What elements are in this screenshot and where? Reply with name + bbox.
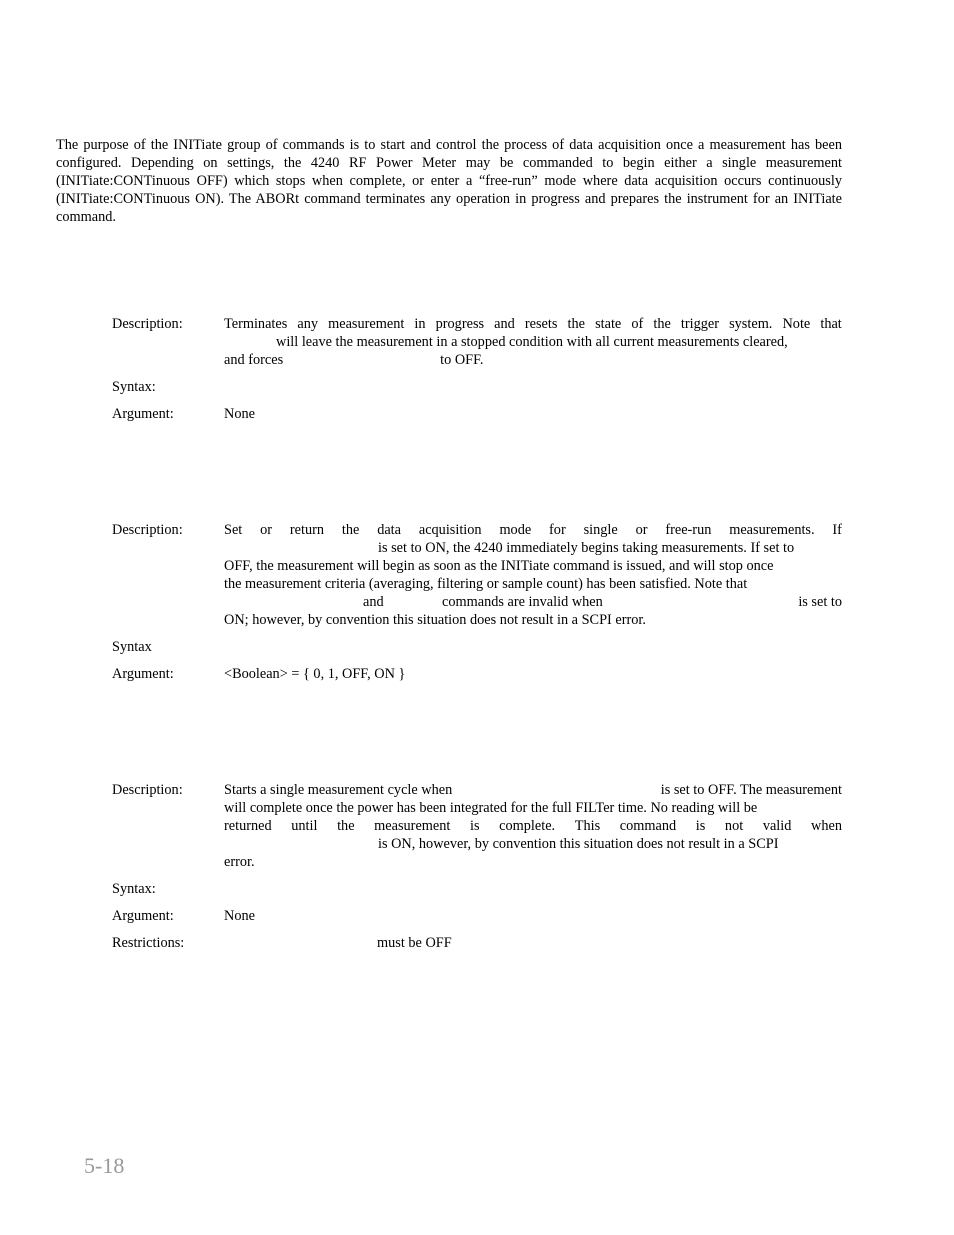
abort-desc-text-a: and forces bbox=[224, 352, 284, 368]
abort-desc-word: Terminates bbox=[224, 316, 288, 332]
imm-desc-word: measurement bbox=[374, 818, 451, 834]
immediate-description-line-3 bbox=[224, 817, 842, 835]
abort-desc-word: and bbox=[494, 316, 515, 332]
cont-desc-isset: is set to bbox=[798, 594, 842, 610]
abort-desc-word: the bbox=[653, 316, 671, 332]
abort-description-line-2: will leave the measurement in a stopped condition with all current measurements cleared, bbox=[276, 334, 788, 350]
cont-desc-word: the bbox=[341, 522, 360, 538]
cont-desc-word: for bbox=[549, 522, 566, 538]
immediate-description-line-1 bbox=[224, 781, 842, 799]
immediate-argument-value: None bbox=[224, 908, 255, 924]
immediate-description bbox=[224, 781, 842, 871]
immediate-description-line-4: is ON, however, by convention this situation does not result in a SCPI bbox=[378, 836, 779, 852]
abort-description-line-3 bbox=[224, 351, 842, 369]
imm-desc-word: when bbox=[811, 818, 842, 834]
abort-description-line-1 bbox=[224, 315, 842, 333]
page-number: 5-18 bbox=[84, 1153, 125, 1178]
immediate-description-label: Description: bbox=[112, 782, 183, 798]
continuous-description-line-5 bbox=[224, 593, 842, 611]
continuous-description-label: Description: bbox=[112, 522, 183, 538]
abort-desc-word: that bbox=[820, 316, 842, 332]
imm-desc-starts: Starts a single measurement cycle when bbox=[224, 782, 453, 798]
continuous-description-line-2: is set to ON, the 4240 immediately begins taking measurements. If set to bbox=[378, 540, 795, 556]
continuous-description bbox=[224, 521, 842, 629]
abort-desc-word: Note bbox=[782, 316, 811, 332]
imm-desc-word: valid bbox=[762, 818, 792, 834]
imm-desc-word: until bbox=[291, 818, 318, 834]
continuous-argument-label: Argument: bbox=[112, 666, 174, 682]
abort-desc-word: the bbox=[567, 316, 585, 332]
abort-desc-text-b: to OFF. bbox=[440, 352, 484, 368]
immediate-description-line-2: will complete once the power has been integrated for the full FILTer time. No reading will be bbox=[224, 800, 758, 816]
abort-description-label: Description: bbox=[112, 316, 183, 332]
imm-desc-word: This bbox=[574, 818, 601, 834]
abort-desc-word: any bbox=[297, 316, 319, 332]
abort-argument-value: None bbox=[224, 406, 255, 422]
abort-argument-label: Argument: bbox=[112, 406, 174, 422]
cont-desc-word: or bbox=[635, 522, 648, 538]
imm-desc-word: is bbox=[695, 818, 706, 834]
immediate-syntax-label: Syntax: bbox=[112, 881, 156, 897]
abort-desc-word: state bbox=[595, 316, 622, 332]
continuous-description-line-4: the measurement criteria (averaging, filtering or sample count) has been satisfied. Note that bbox=[224, 576, 748, 592]
imm-desc-word: returned bbox=[224, 818, 272, 834]
abort-description bbox=[224, 315, 842, 369]
imm-desc-word: command bbox=[619, 818, 677, 834]
abort-syntax-label: Syntax: bbox=[112, 379, 156, 395]
abort-desc-word: in bbox=[414, 316, 426, 332]
continuous-description-line-1 bbox=[224, 521, 842, 539]
abort-desc-word: measurement bbox=[328, 316, 405, 332]
cont-desc-word: mode bbox=[499, 522, 532, 538]
cont-desc-and: and bbox=[363, 594, 384, 610]
intro-paragraph: The purpose of the INITiate group of commands is to start and control the process of data acquisition once a measurement has been configured. Depending on settings, the 4240 RF Power Meter may be commanded to begin either a single measurement (INITiate:CONTinuous OFF) which stops when complete, or enter a “free-run” mode where data acquisition occurs continuously (INITiate:CONTinuous ON). The ABORt command terminates any operation in progress and prepares the instrument for an INITiate command. bbox=[56, 137, 842, 225]
cont-desc-word: acquisition bbox=[418, 522, 482, 538]
cont-desc-word: measurements. bbox=[729, 522, 815, 538]
continuous-syntax-label: Syntax bbox=[112, 639, 152, 655]
cont-desc-word: Set bbox=[224, 522, 243, 538]
cont-desc-word: If bbox=[832, 522, 842, 538]
immediate-argument-label: Argument: bbox=[112, 908, 174, 924]
abort-desc-word: progress bbox=[435, 316, 485, 332]
cont-desc-word: free-run bbox=[665, 522, 712, 538]
cont-desc-word: data bbox=[377, 522, 401, 538]
continuous-argument-value: <Boolean> = { 0, 1, OFF, ON } bbox=[224, 666, 406, 682]
cont-desc-word: return bbox=[289, 522, 325, 538]
immediate-restrictions-label: Restrictions: bbox=[112, 935, 185, 951]
abort-desc-word: trigger bbox=[680, 316, 720, 332]
imm-desc-word: not bbox=[724, 818, 744, 834]
abort-desc-word: of bbox=[631, 316, 644, 332]
abort-desc-word: resets bbox=[524, 316, 558, 332]
continuous-description-line-6: ON; however, by convention this situation does not result in a SCPI error. bbox=[224, 612, 646, 628]
imm-desc-word: is bbox=[469, 818, 480, 834]
imm-desc-isset: is set to OFF. The measurement bbox=[660, 782, 842, 798]
imm-desc-word: the bbox=[337, 818, 355, 834]
cont-desc-word: single bbox=[583, 522, 618, 538]
immediate-restrictions-value: must be OFF bbox=[377, 935, 452, 951]
cont-desc-invalid: commands are invalid when bbox=[442, 594, 603, 610]
continuous-description-line-3: OFF, the measurement will begin as soon as the INITiate command is issued, and will stop once bbox=[224, 558, 774, 574]
cont-desc-word: or bbox=[260, 522, 273, 538]
immediate-description-line-5: error. bbox=[224, 854, 255, 870]
imm-desc-word: complete. bbox=[499, 818, 556, 834]
abort-desc-word: system. bbox=[729, 316, 773, 332]
